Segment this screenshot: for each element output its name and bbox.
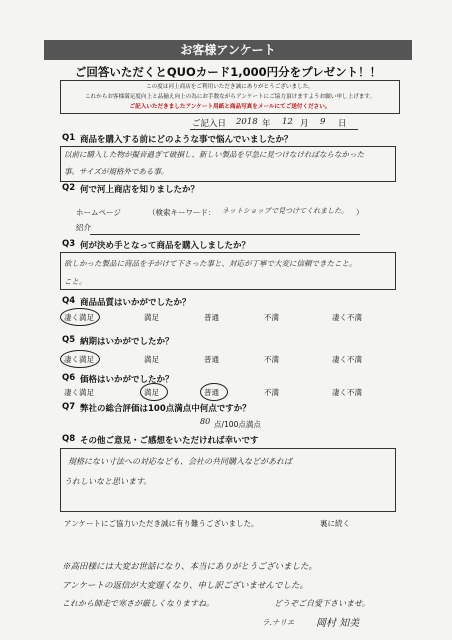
date-underline	[190, 129, 358, 130]
footer-thanks: アンケートにご協力いただき誠に有り難うございました。	[64, 519, 259, 528]
q5-option-neutral[interactable]: 普通	[204, 355, 219, 364]
date-year-unit: 年	[262, 119, 271, 129]
date-label: ご記入日	[192, 119, 227, 129]
q6-number: Q6	[62, 373, 76, 383]
q8-answer-line-2: うれしいなと思います。	[64, 477, 152, 486]
q4-label: 商品品質はいかがでしたか？	[80, 298, 191, 308]
q2-homepage: ホームページ	[76, 208, 121, 217]
q2-number: Q2	[62, 183, 76, 193]
date-day: 9	[320, 117, 326, 127]
q2-keyword-close: ）	[356, 208, 364, 217]
date-month-unit: 月	[300, 119, 309, 129]
q6-option-dissatisfied[interactable]: 不満	[264, 388, 279, 397]
q6-selected-circle-neutral	[200, 383, 228, 401]
survey-subtitle: ご回答いただくとQUOカード1,000円分をプレゼント！！	[74, 65, 382, 79]
q7-score-suffix: 点/100点満点	[214, 420, 261, 429]
q6-option-satisfied[interactable]: 満足	[144, 388, 159, 397]
q3-answer-line-2: こと。	[64, 277, 87, 286]
q4-number: Q4	[62, 296, 76, 306]
date-year: 2018	[236, 117, 258, 127]
q2-keyword-value: ネットショップで見つけてくれました。	[222, 207, 349, 215]
q6-selected-circle-satisfied	[140, 383, 168, 401]
q5-option-very-dissatisfied[interactable]: 凄く不満	[332, 355, 362, 364]
q4-selected-circle	[60, 308, 100, 326]
q1-answer-line-2: 事。サイズが規格外である事。	[64, 167, 169, 176]
q4-option-neutral[interactable]: 普通	[204, 313, 219, 322]
q6-option-very-dissatisfied[interactable]: 凄く不満	[332, 388, 362, 397]
q5-number: Q5	[62, 335, 76, 345]
note-line-1: ※高田様には大変お世話になり、本当にありがとうございました。	[62, 562, 318, 572]
note-line-3a: これから師走で寒さが厳しくなりますね。	[62, 599, 214, 608]
q8-label: その他ご意見・ご感想をいただければ幸いです	[80, 436, 259, 446]
q5-option-satisfied[interactable]: 満足	[144, 355, 159, 364]
q4-option-satisfied[interactable]: 満足	[144, 313, 159, 322]
note-line-2: アンケートの返信が大変遅くなり、申し訳ございませんでした。	[62, 581, 308, 591]
q5-option-dissatisfied[interactable]: 不満	[264, 355, 279, 364]
q1-number: Q1	[62, 133, 76, 143]
q8-answer-line-1: 規格にない寸法への対応なども、会社の共同購入などがあれば	[68, 457, 292, 466]
q6-option-very-satisfied[interactable]: 凄く満足	[64, 388, 94, 397]
q2-label: 何で河上商店を知りましたか？	[80, 185, 200, 195]
q6-option-neutral[interactable]: 普通	[204, 388, 219, 397]
survey-title-banner: お客様アンケート	[44, 40, 412, 60]
date-month: 12	[282, 117, 293, 127]
note-sign-prefix: ラ.ナリエ	[262, 618, 295, 627]
q5-option-very-satisfied[interactable]: 凄く満足	[64, 355, 94, 364]
q7-label: 弊社の総合評価は100点満点中何点ですか？	[80, 404, 251, 414]
q5-selected-circle	[60, 350, 100, 368]
q4-option-dissatisfied[interactable]: 不満	[264, 313, 279, 322]
q4-option-very-satisfied[interactable]: 凄く満足	[64, 313, 94, 322]
note-line-3b: どうぞご自愛下さいませ。	[274, 599, 370, 608]
q6-label: 価格はいかがでしたか？	[80, 375, 174, 385]
notice-box	[60, 80, 400, 114]
q8-number: Q8	[62, 434, 76, 444]
q1-answer-line-1: 以前に購入した物が擬音過ぎて破損し、新しい製品を早急に見つけなければならなかった	[64, 150, 364, 159]
note-signature: 岡村 知美	[316, 618, 360, 629]
q3-label: 何が決め手となって商品を購入しましたか？	[80, 241, 251, 251]
q2-keyword-label: （検索キーワード：	[148, 208, 216, 217]
q3-answer-line-1: 欲しかった製品に商品を手がけて下さった事と、対応が丁寧で大変に信頼できたこと。	[64, 259, 357, 268]
notice-line-1: この度は河上商店をご利用いただき誠にありがとうございました。	[146, 84, 314, 90]
q3-number: Q3	[62, 239, 76, 249]
notice-line-3: ご記入いただきましたアンケート用紙と商品写真をメールにてご送付ください。	[129, 104, 331, 110]
q2-referral-line	[90, 234, 360, 235]
q1-label: 商品を購入する前にどのような事で悩んでいましたか？	[80, 135, 293, 145]
q4-option-very-dissatisfied[interactable]: 凄く不満	[332, 313, 362, 322]
q7-score: 80	[200, 417, 211, 426]
notice-line-2: これからお客様満足度向上と品揃え向上の為にお手数ながらアンケートにご協力頂けますようお願い申し上げます。	[84, 94, 376, 100]
date-day-unit: 日	[338, 119, 347, 129]
footer-continue: 裏に続く	[320, 519, 350, 528]
q7-number: Q7	[62, 402, 76, 412]
q5-label: 納期はいかがでしたか？	[80, 337, 174, 347]
q2-referral: 紹介	[76, 223, 91, 232]
